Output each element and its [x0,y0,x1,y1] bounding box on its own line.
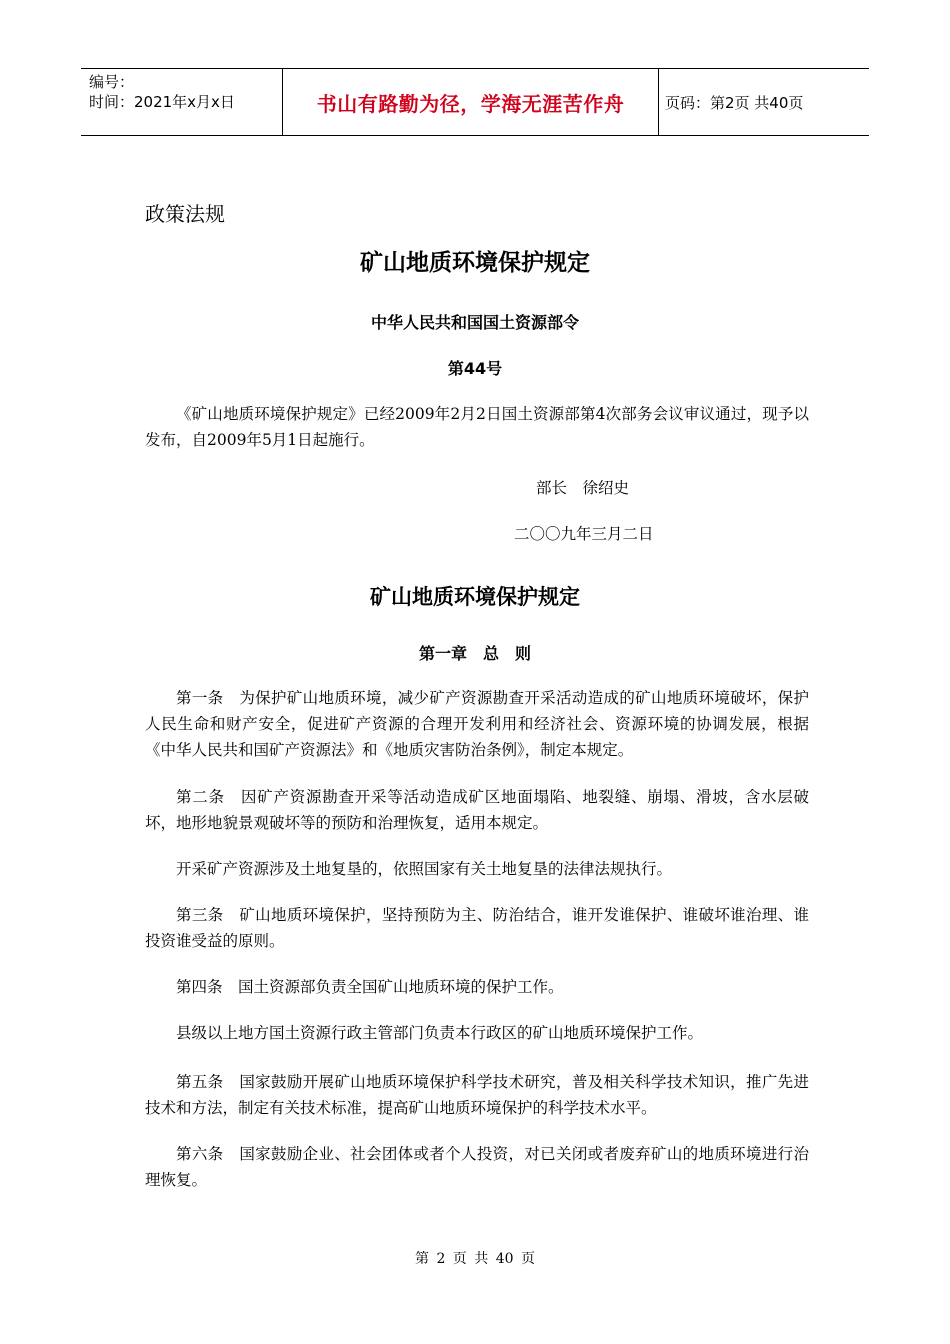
number-label: 编号： [89,73,135,91]
chapter-heading: 第一章 总 则 [418,644,531,663]
article-4-paragraph-2: 县级以上地方国土资源行政主管部门负责本行政区的矿山地质环境保护工作。 [176,1024,704,1042]
document-title-repeat: 矿山地质环境保护规定 [370,585,580,609]
issuer-line: 中华人民共和国国土资源部令 [370,313,579,332]
intro-paragraph: 《矿山地质环境保护规定》已经2009年2月2日国土资源部第4次部务会议审议通过，现予以发布，自2009年5月1日起施行。 [145,405,809,449]
page-info-text: 页码：第2页 共40页 [665,93,804,112]
issue-date: 二〇〇九年三月二日 [514,525,654,543]
header-meta [81,69,282,135]
page-footer: 第 2 页 共 40 页 [415,1251,535,1267]
category-label: 政策法规 [145,202,225,226]
article-6: 第六条 国家鼓励企业、社会团体或者个人投资，对已关闭或者废弃矿山的地质环境进行治理恢复。 [145,1145,809,1189]
article-2: 第二条 因矿产资源勘查开采等活动造成矿区地面塌陷、地裂缝、崩塌、滑坡，含水层破坏，地形地貌景观破坏等的预防和治理恢复，适用本规定。 [145,788,809,832]
header-motto-cell [282,69,659,135]
document-title: 矿山地质环境保护规定 [360,250,590,276]
time-label: 时间：2021年x月x日 [89,93,235,111]
article-2-paragraph-2: 开采矿产资源涉及土地复垦的，依照国家有关土地复垦的法律法规执行。 [176,860,673,878]
motto-text: 书山有路勤为径，学海无涯苦作舟 [316,91,625,116]
article-5: 第五条 国家鼓励开展矿山地质环境保护科学技术研究，普及相关科学技术知识，推广先进技术和方法，制定有关技术标准，提高矿山地质环境保护的科学技术水平。 [145,1073,809,1117]
order-number: 第44号 [447,359,503,378]
page-header [81,68,869,136]
article-3: 第三条 矿山地质环境保护，坚持预防为主、防治结合，谁开发谁保护、谁破坏谁治理、谁投资谁受益的原则。 [145,906,809,950]
header-page-info [659,69,869,135]
article-1: 第一条 为保护矿山地质环境，减少矿产资源勘查开采活动造成的矿山地质环境破坏，保护人民生命和财产安全，促进矿产资源的合理开发利用和经济社会、资源环境的协调发展，根据《中华人民共和国矿产资源法》和《地质灾害防治条例》，制定本规定。 [145,689,809,759]
signatory: 部长 徐绍史 [536,479,630,497]
article-4: 第四条 国土资源部负责全国矿山地质环境的保护工作。 [176,978,564,996]
